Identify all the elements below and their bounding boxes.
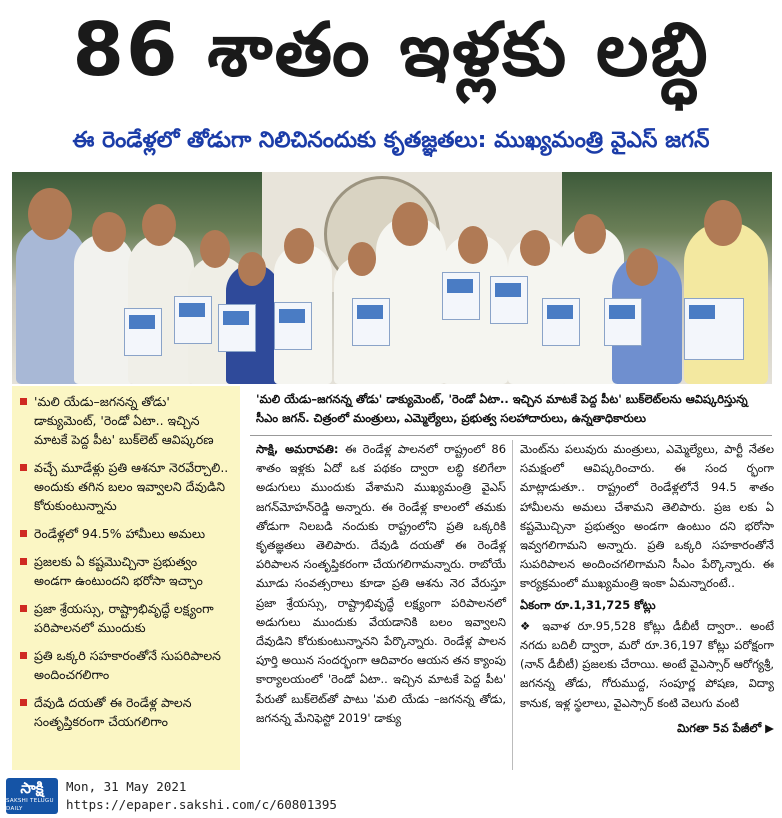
bullet-icon [20,558,27,565]
booklet-graphic [274,302,312,350]
edition-date: Mon, 31 May 2021 [66,779,187,794]
photo-person-head [284,228,314,264]
photo-person-head [574,214,606,254]
photo-person-head [348,242,376,276]
sakshi-logo[interactable]: సాక్షి SAKSHI TELUGU DAILY [6,778,58,814]
photo-person-head [392,202,428,246]
highlight-item: 'మలి యేడు–జగనన్న తోడు' డాక్యుమెంట్, 'రెండో ఏటా.. ఇచ్చిన మాటకే పెద్ద పీట' బుక్‌లెట్‌ ఆవిష్కరణ [20,392,232,449]
article-column-2 [520,440,774,738]
booklet-graphic [352,298,390,346]
bullet-icon [20,699,27,706]
booklet-graphic [124,308,162,356]
highlights-box [12,386,240,770]
footer [0,776,782,818]
booklet-graphic [442,272,480,320]
bullet-icon [20,398,27,405]
bullet-icon [20,530,27,537]
booklet-graphic [542,298,580,346]
photo-person-head [626,248,658,286]
continued-link[interactable]: మిగతా 5వ పేజీలో ▶ [677,720,774,735]
booklet-graphic [684,298,744,360]
highlight-item: వచ్చే మూడేళ్లు ప్రతి ఆశనూ నెరవేర్చాలి.. అందుకు తగిన బలం ఇవ్వాలని దేవుడిని కోరుకుంటున్నాను [20,458,232,515]
subheadline: ఈ రెండేళ్లలో తోడుగా నిలిచినందుకు కృతజ్ఞతలు: ముఖ్యమంత్రి వైఎస్‌ జగన్‌ [72,128,710,153]
booklet-graphic [490,276,528,324]
highlight-item: ప్రతి ఒక్కరి సహకారంతోనే సుపరిపాలన అందించగలిగాం [20,646,232,684]
highlight-item: ప్రజా శ్రేయస్సు, రాష్ట్రాభివృద్ధే లక్ష్యంగా పరిపాలనలో ముందుకు [20,599,232,637]
article-paragraph: మెంట్‌ను పలువురు మంత్రులు, ఎమ్మెల్యేలు, పార్టీ నేతల సమక్షంలో ఆవిష్కరించారు. ఈ సంద ర్భంగా మాట్లాడుతూ.. రాష్ట్రంలో రెండేళ్లలోనే 94.5 శాతం హామీలను అమలు చేశామని తెలిపారు. ప్రజ లకు ఏ కష్టమొచ్చినా ప్రభుత్వం అండగా ఉంటుం దని భరోసా ఇవ్వగలిగామని అన్నారు. ప్రతి ఒక్కరి సహకారంతోనే సుపరిపాలన అందించగలిగామని సీఎం పేర్కొన్నారు. ఈ కార్యక్రమంలో ముఖ్యమంత్రి ఇంకా ఏమన్నారంటే.. [520,442,774,591]
photo-caption: 'మలి యేడు–జగనన్న తోడు' డాక్యుమెంట్, 'రెండో ఏటా.. ఇచ్చిన మాటకే పెద్ద పీట' బుక్‌లెట్‌లను ఆవిష్కరిస్తున్న సీఎం జగన్‌. చిత్రంలో మంత్రులు, ఎమ్మెల్యేలు, ప్రభుత్వ సలహాదారులు, ఉన్నతాధికారులు [250,386,772,436]
news-photo [12,172,772,384]
photo-person-head [200,230,230,268]
bullet-icon [20,464,27,471]
bullet-icon [20,605,27,612]
article-paragraph: సాక్షి, అమరావతి: ఈ రెండేళ్ల పాలనలో రాష్ట్రంలో 86 శాతం ఇళ్లకు ఏదో ఒక పథకం ద్వారా లబ్ధి కలిగేలా అడుగులు ముందుకు వేశామని ముఖ్యమంత్రి వైఎస్‌ జగన్‌మోహన్‌రెడ్డి అన్నారు. ఈ రెండేళ్ల కాలంలో తమకు తోడుగా నిలబడి నందుకు రాష్ట్రంలోని ప్రతి ఒక్కరికి కృతజ్ఞతలు తెలిపారు. దేవుడి దయతో ఈ రెండేళ్ల పరిపాలన సంతృప్తికరంగా చేయగలిగామన్నారు. రాబోయే మూడు సంవత్సరాలు కూడా ప్రతి ఆశను నెర వేరుస్తూ ప్రజా శ్రేయస్సు, రాష్ట్రాభివృద్ధే లక్ష్యంగా పరిపాలనలో అడుగులు ముందుకు వేయడానికి బలం ఇవ్వాలని దేవుడిని కోరుకుంటున్నానని పేర్కొన్నారు. రెండేళ్ల పాలన పూర్తి అయిన సందర్భంగా ఆదివారం ఆయన తన క్యాంపు కార్యాలయంలో 'రెండో ఏటా.. ఇచ్చిన మాటకే పెద్ద పీట' పేరుతో బుక్‌లెట్‌తో పాటు 'మలి యేడు –జగనన్న తోడు, జగనన్న మేనిఫెస్టో 2019' డాక్యు [256,442,507,725]
photo-person-head [92,212,126,252]
booklet-graphic [218,304,256,352]
article-subheading: ఏకంగా రూ.1,31,725 కోట్లు [520,597,656,612]
highlight-item: రెండేళ్లలో 94.5% హామీలు అమలు [20,524,232,543]
article-paragraph: ❖ ఇవాళ రూ.95,528 కోట్లు డీబీటీ ద్వారా.. అంటే నగదు బదిలీ ద్వారా, మరో రూ.36,197 కోట్లు పరోక్షంగా (నాన్‌ డీబీటీ) ప్రజలకు చేరాయి. అంటే వైఎస్సార్‌ ఆరోగ్యశ్రీ, జగనన్న తోడు, గోరుముద్ద, సంపూర్ణ పోషణ, విద్యా కానుక, ఇళ్ల స్థలాలు, వైఎస్సార్‌ కంటి వెలుగు వంటి [520,618,774,710]
photo-person-head [142,204,176,246]
column-divider [512,440,513,770]
bullet-icon [20,652,27,659]
photo-person-head [520,230,550,266]
photo-person-head [458,226,488,264]
photo-person-head [28,188,72,240]
booklet-graphic [174,296,212,344]
photo-person-head [238,252,266,286]
dateline: సాక్షి, అమరావతి: [256,442,339,456]
article-column-1 [256,440,506,730]
booklet-graphic [604,298,642,346]
epaper-url[interactable]: https://epaper.sakshi.com/c/60801395 [66,797,337,812]
highlight-item: ప్రజలకు ఏ కష్టమొచ్చినా ప్రభుత్వం అండగా ఉంటుందని భరోసా ఇచ్చాం [20,552,232,590]
headline: 86 శాతం ఇళ్లకు లబ్ధి [72,7,710,93]
highlight-item: దేవుడి దయతో ఈ రెండేళ్ల పాలన సంతృప్తికరంగా చేయగలిగాం [20,693,232,731]
photo-person-head [704,200,742,246]
